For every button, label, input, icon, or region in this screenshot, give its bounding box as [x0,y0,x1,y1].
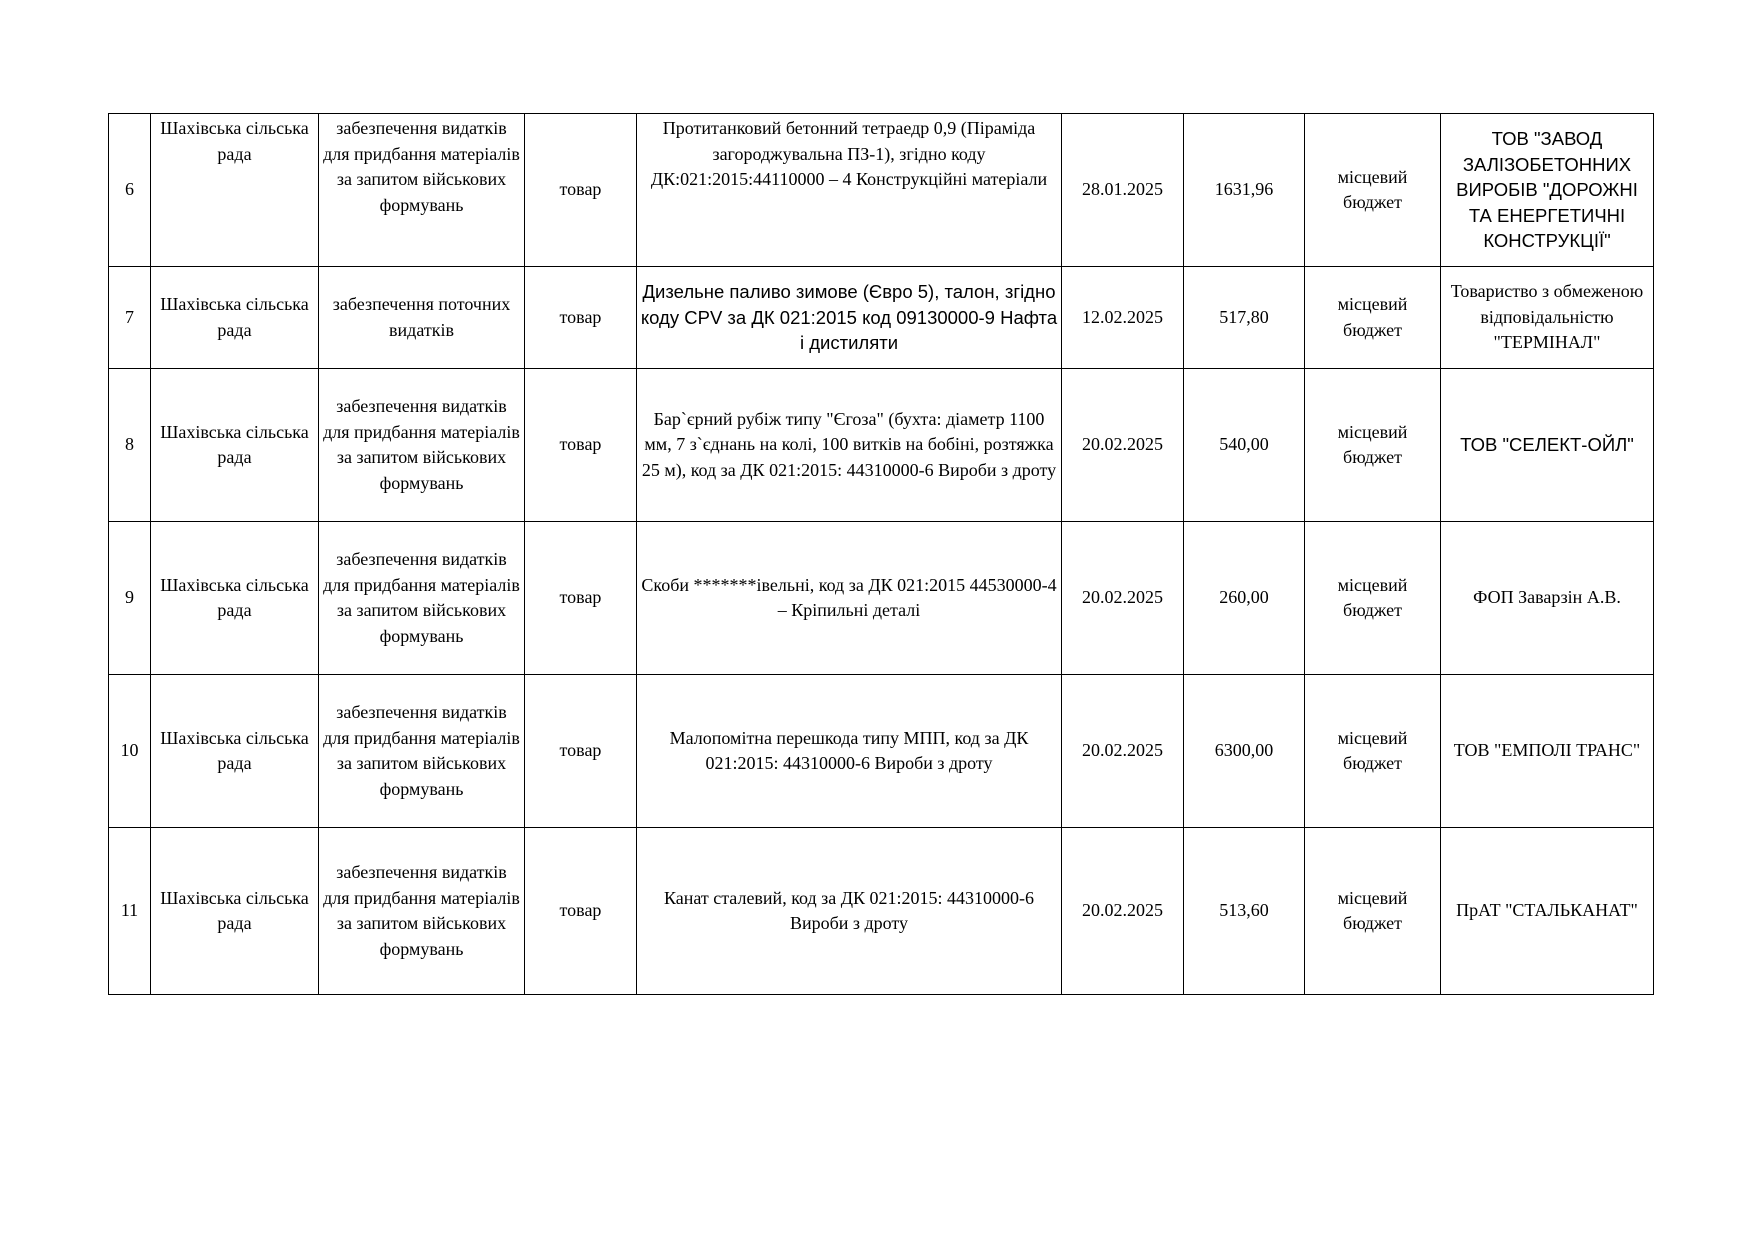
customer-cell: Шахівська сільська рада [151,675,319,828]
amount-cell: 540,00 [1184,369,1305,522]
subject-cell: Скоби *******івельні, код за ДК 021:2015 44530000-4 – Кріпильні деталі [637,522,1062,675]
funding-source-cell: місцевий бюджет [1305,522,1441,675]
kind-cell: товар [525,267,637,369]
purpose-cell: забезпечення видатків для придбання матеріалів за запитом військових формувань [319,828,525,995]
row-number: 10 [109,675,151,828]
kind-cell: товар [525,828,637,995]
amount-cell: 513,60 [1184,828,1305,995]
date-cell: 28.01.2025 [1062,114,1184,267]
kind-cell: товар [525,114,637,267]
kind-cell: товар [525,369,637,522]
procurement-table [108,113,1654,995]
funding-source-cell: місцевий бюджет [1305,675,1441,828]
date-cell: 12.02.2025 [1062,267,1184,369]
table-row [109,267,1654,369]
subject-cell: Канат сталевий, код за ДК 021:2015: 44310000-6 Вироби з дроту [637,828,1062,995]
supplier-cell: ПрАТ "СТАЛЬКАНАТ" [1441,828,1654,995]
funding-source-cell: місцевий бюджет [1305,114,1441,267]
subject-cell: Малопомітна перешкода типу МПП, код за ДК 021:2015: 44310000-6 Вироби з дроту [637,675,1062,828]
amount-cell: 517,80 [1184,267,1305,369]
table-row [109,369,1654,522]
funding-source-cell: місцевий бюджет [1305,828,1441,995]
purpose-cell: забезпечення видатків для придбання матеріалів за запитом військових формувань [319,522,525,675]
row-number: 6 [109,114,151,267]
date-cell: 20.02.2025 [1062,369,1184,522]
kind-cell: товар [525,522,637,675]
row-number: 8 [109,369,151,522]
date-cell: 20.02.2025 [1062,522,1184,675]
customer-cell: Шахівська сільська рада [151,114,319,267]
customer-cell: Шахівська сільська рада [151,267,319,369]
row-number: 7 [109,267,151,369]
amount-cell: 1631,96 [1184,114,1305,267]
supplier-cell: Товариство з обмеженою відповідальністю "ТЕРМІНАЛ" [1441,267,1654,369]
supplier-cell: ТОВ "ЕМПОЛІ ТРАНС" [1441,675,1654,828]
table-row [109,675,1654,828]
supplier-cell: ТОВ "СЕЛЕКТ-ОЙЛ" [1441,369,1654,522]
purpose-cell: забезпечення поточних видатків [319,267,525,369]
amount-cell: 6300,00 [1184,675,1305,828]
funding-source-cell: місцевий бюджет [1305,267,1441,369]
kind-cell: товар [525,675,637,828]
customer-cell: Шахівська сільська рада [151,369,319,522]
purpose-cell: забезпечення видатків для придбання матеріалів за запитом військових формувань [319,114,525,267]
table-row [109,828,1654,995]
purpose-cell: забезпечення видатків для придбання матеріалів за запитом військових формувань [319,675,525,828]
row-number: 9 [109,522,151,675]
amount-cell: 260,00 [1184,522,1305,675]
customer-cell: Шахівська сільська рада [151,522,319,675]
subject-cell: Дизельне паливо зимове (Євро 5), талон, згідно коду CPV за ДК 021:2015 код 09130000-9 Нафта і дистиляти [637,267,1062,369]
date-cell: 20.02.2025 [1062,828,1184,995]
date-cell: 20.02.2025 [1062,675,1184,828]
purpose-cell: забезпечення видатків для придбання матеріалів за запитом військових формувань [319,369,525,522]
supplier-cell: ФОП Заварзін А.В. [1441,522,1654,675]
table-row [109,522,1654,675]
table-row [109,114,1654,267]
row-number: 11 [109,828,151,995]
funding-source-cell: місцевий бюджет [1305,369,1441,522]
customer-cell: Шахівська сільська рада [151,828,319,995]
subject-cell: Протитанковий бетонний тетраедр 0,9 (Піраміда загороджувальна ПЗ-1), згідно коду ДК:021:2015:44110000 – 4 Конструкційні матеріали [637,114,1062,267]
subject-cell: Бар`єрний рубіж типу "Єгоза" (бухта: діаметр 1100 мм, 7 з`єднань на колі, 100 витків на бобіні, розтяжка 25 м), код за ДК 021:2015: 44310000-6 Вироби з дроту [637,369,1062,522]
supplier-cell: ТОВ "ЗАВОД ЗАЛІЗОБЕТОННИХ ВИРОБІВ "ДОРОЖНІ ТА ЕНЕРГЕТИЧНІ КОНСТРУКЦІЇ" [1441,114,1654,267]
